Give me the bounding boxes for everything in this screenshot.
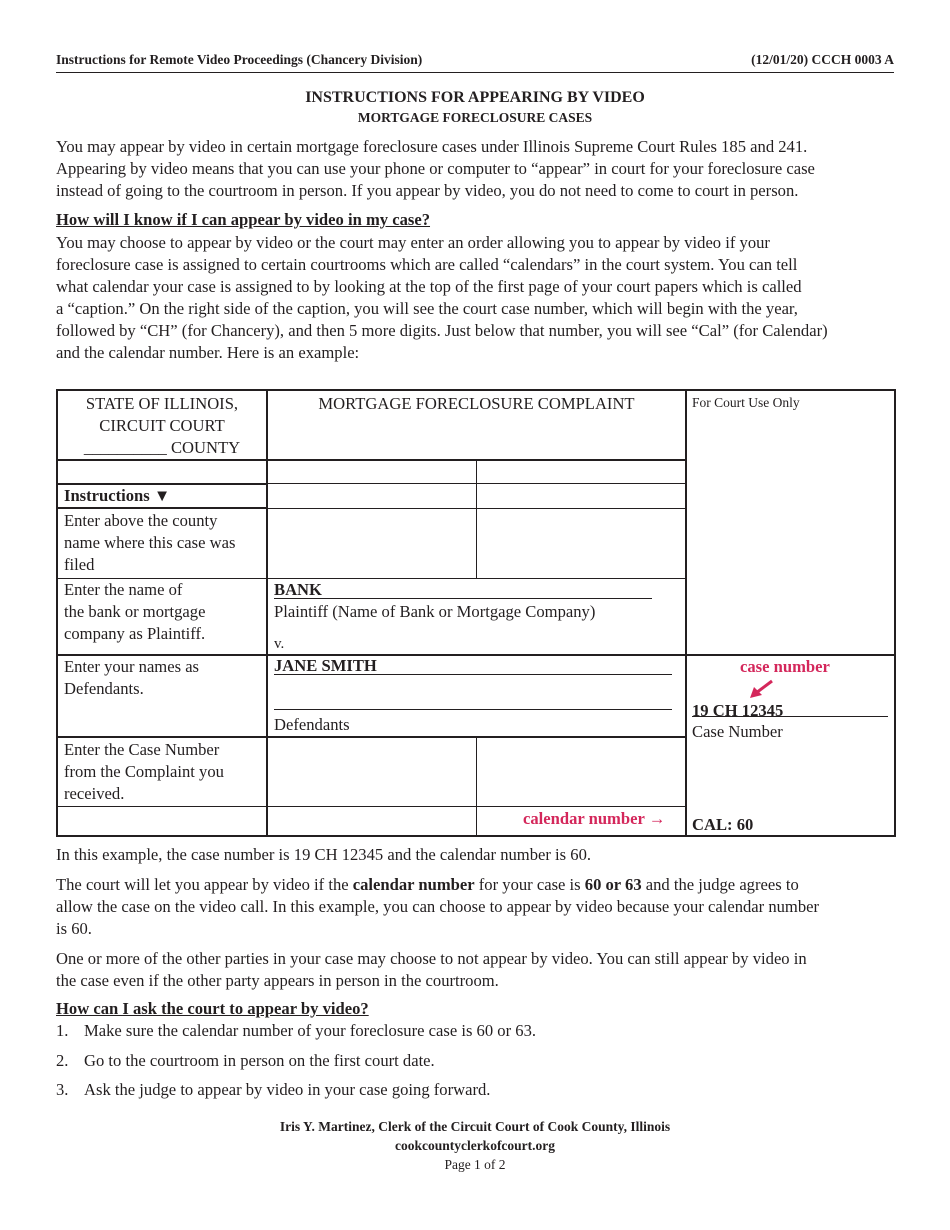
other-parties-line: the case even if the other party appears in person in the courtroom. [56, 971, 499, 990]
section1-line: foreclosure case is assigned to certain courtrooms which are called “calendars” in the court system. You can tell [56, 255, 798, 274]
instruction-line: received. [64, 784, 125, 803]
page-subtitle: MORTGAGE FORECLOSURE CASES [357, 110, 593, 125]
form-row-line [56, 736, 686, 738]
intro-line: Appearing by video means that you can use your phone or computer to “appear” in court for your foreclosure case [56, 159, 815, 178]
section1-line: and the calendar number. Here is an example: [56, 343, 360, 362]
rule-emphasis: calendar number [352, 875, 475, 894]
rule-text: and the judge agrees to [641, 875, 799, 894]
step-number: 1. [56, 1021, 69, 1040]
form-row-line [56, 806, 686, 807]
step-number: 3. [56, 1080, 69, 1099]
rule-line-3: is 60. [56, 919, 92, 938]
defendant-line-2 [274, 709, 672, 710]
case-number-value: 19 CH 12345 [692, 701, 784, 720]
header-right: (12/01/20) CCCH 0003 A [751, 52, 894, 67]
list-item [56, 1080, 490, 1100]
other-parties-paragraph [56, 948, 896, 992]
section1-line: followed by “CH” (for Chancery), and then 5 more digits. Just below that number, you will see “Cal” (for Calendar) [56, 321, 828, 340]
state-line: STATE OF ILLINOIS, [85, 394, 239, 413]
instructions-box-bottom [56, 507, 268, 509]
step-text: Ask the judge to appear by video in your case going forward. [84, 1080, 491, 1099]
section1-line: what calendar your case is assigned to by looking at the top of the first page of your court papers which is called [56, 277, 802, 296]
step-number: 2. [56, 1051, 69, 1070]
instruction-case-number [64, 739, 224, 805]
rule-line-2: allow the case on the video call. In this example, you can choose to appear by video because your calendar number [56, 897, 820, 916]
section-heading-know: How will I know if I can appear by video in my case? [56, 210, 431, 229]
list-item [56, 1051, 435, 1071]
court-use-label: For Court Use Only [692, 395, 800, 410]
rule-paragraph [56, 874, 896, 940]
form-border-right [894, 389, 896, 837]
instruction-line: Defendants. [64, 679, 144, 698]
header-left: Instructions for Remote Video Proceedings (Chancery Division) [56, 52, 423, 67]
plaintiff-label: Plaintiff (Name of Bank or Mortgage Company) [274, 602, 596, 621]
rule-emphasis: 60 or 63 [584, 875, 642, 894]
section-heading-ask: How can I ask the court to appear by video? [56, 999, 369, 1018]
form-divider-3 [685, 389, 687, 837]
step-text: Make sure the calendar number of your foreclosure case is 60 or 63. [84, 1021, 537, 1040]
instruction-line: the bank or mortgage [64, 602, 206, 621]
calendar-number-annotation: calendar number → [523, 809, 666, 828]
instructions-label: Instructions ▼ [64, 486, 171, 505]
form-border-top [56, 389, 896, 391]
state-line: __________ COUNTY [83, 438, 241, 457]
other-parties-line: One or more of the other parties in your case may choose to not appear by video. You can still appear by video in [56, 949, 807, 968]
form-divider-2a [476, 460, 477, 578]
annotation-arrow-icon [748, 679, 774, 701]
plaintiff-value: BANK [274, 580, 322, 599]
rule-text: for your case is [474, 875, 585, 894]
instruction-line: name where this case was [64, 533, 236, 552]
instruction-line: Enter above the county [64, 511, 218, 530]
intro-line: You may appear by video in certain mortgage foreclosure cases under Illinois Supreme Court Rules 185 and 241. [56, 137, 808, 156]
defendant-value: JANE SMITH [274, 656, 377, 675]
instruction-line: Enter the name of [64, 580, 183, 599]
state-court-county [58, 393, 266, 459]
calendar-value: CAL: 60 [692, 815, 754, 834]
footer-page-number: Page 1 of 2 [444, 1157, 506, 1172]
rule-line-1 [56, 874, 896, 896]
plaintiff-line [274, 598, 652, 599]
form-border-bottom [56, 835, 896, 837]
footer-clerk: Iris Y. Martinez, Clerk of the Circuit Court of Cook County, Illinois [279, 1119, 671, 1134]
instruction-bank [64, 579, 205, 645]
state-line: CIRCUIT COURT [99, 416, 225, 435]
case-number-label: Case Number [692, 722, 783, 741]
page-title: INSTRUCTIONS FOR APPEARING BY VIDEO [305, 89, 645, 106]
form-divider-2b [476, 737, 477, 835]
rule-text: The court will let you appear by video if the [56, 875, 353, 894]
defendants-label: Defendants [274, 715, 350, 734]
instruction-line: company as Plaintiff. [64, 624, 206, 643]
instruction-line: from the Complaint you [64, 762, 224, 781]
section1-line: a “caption.” On the right side of the caption, you will see the court case number, which will begin with the year, [56, 299, 798, 318]
instruction-county [64, 510, 235, 576]
defendant-line-1 [274, 674, 672, 675]
instruction-line: Enter the Case Number [64, 740, 220, 759]
case-number-annotation: case number [740, 657, 830, 676]
form-divider-1 [266, 389, 268, 837]
instruction-defendants [64, 656, 199, 700]
example-explanation: In this example, the case number is 19 CH 12345 and the calendar number is 60. [56, 845, 592, 864]
list-item [56, 1021, 536, 1041]
complaint-title: MORTGAGE FORECLOSURE COMPLAINT [318, 394, 635, 413]
footer-website: cookcountyclerkofcourt.org [394, 1138, 556, 1153]
intro-line: instead of going to the courtroom in person. If you appear by video, you do not need to come to court in person. [56, 181, 799, 200]
instruction-line: filed [64, 555, 95, 574]
step-text: Go to the courtroom in person on the first court date. [84, 1051, 435, 1070]
section1-line: You may choose to appear by video or the court may enter an order allowing you to appear by video if your [56, 233, 770, 252]
case-number-line [692, 716, 888, 717]
form-row-line [56, 459, 686, 461]
instruction-line: Enter your names as [64, 657, 200, 676]
versus-label: v. [274, 636, 285, 652]
